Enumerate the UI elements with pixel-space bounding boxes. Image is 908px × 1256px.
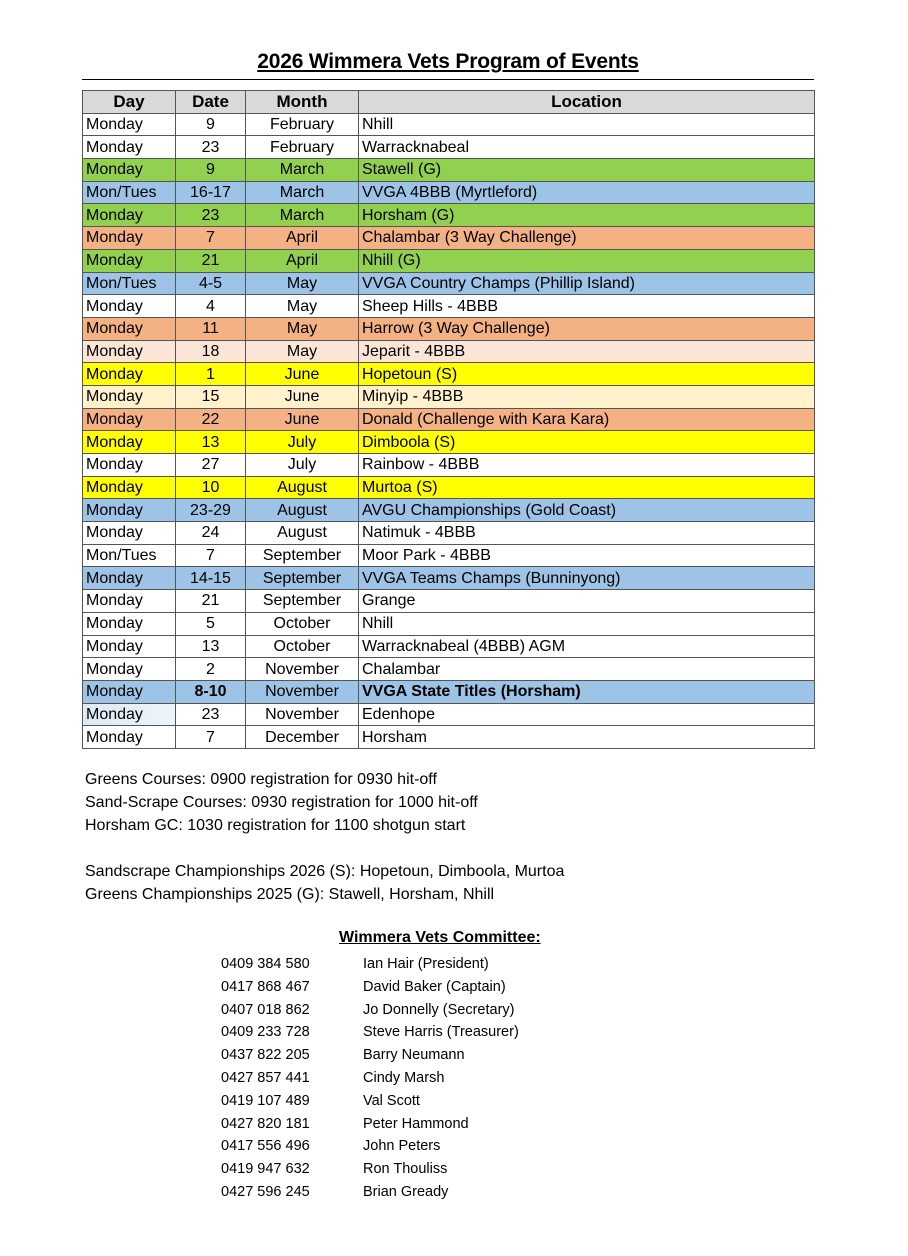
cell-day: Mon/Tues: [83, 181, 176, 204]
cell-month: August: [246, 522, 359, 545]
member-name: Barry Neumann: [363, 1047, 465, 1064]
table-row: [83, 658, 815, 681]
member-name: Peter Hammond: [363, 1115, 469, 1132]
cell-month: August: [246, 499, 359, 522]
cell-location: Jeparit - 4BBB: [359, 340, 815, 363]
cell-location: VVGA Country Champs (Phillip Island): [359, 272, 815, 295]
table-row: [83, 612, 815, 635]
table-row: [83, 295, 815, 318]
cell-day: Monday: [83, 159, 176, 182]
note-horsham-times: Horsham GC: 1030 registration for 1100 shotgun start: [85, 817, 466, 834]
cell-day: Monday: [83, 567, 176, 590]
cell-month: October: [246, 635, 359, 658]
table-row: [83, 249, 815, 272]
cell-date: 24: [176, 522, 246, 545]
cell-location: Hopetoun (S): [359, 363, 815, 386]
cell-location: Edenhope: [359, 703, 815, 726]
cell-month: March: [246, 204, 359, 227]
notes-section: [85, 768, 564, 906]
cell-date: 27: [176, 454, 246, 477]
cell-month: October: [246, 612, 359, 635]
committee-member: [221, 1135, 519, 1158]
column-header-month: Month: [246, 91, 359, 114]
column-header-date: Date: [176, 91, 246, 114]
cell-date: 23: [176, 204, 246, 227]
cell-month: May: [246, 340, 359, 363]
member-name: Steve Harris (Treasurer): [363, 1024, 519, 1041]
committee-member: [221, 1021, 519, 1044]
cell-date: 14-15: [176, 567, 246, 590]
cell-day: Monday: [83, 385, 176, 408]
cell-day: Monday: [83, 431, 176, 454]
committee-list: [221, 953, 519, 1204]
table-row: [83, 590, 815, 613]
cell-location: Chalambar: [359, 658, 815, 681]
cell-date: 23: [176, 703, 246, 726]
table-row: [83, 544, 815, 567]
committee-member: [221, 953, 519, 976]
cell-month: June: [246, 385, 359, 408]
cell-day: Monday: [83, 726, 176, 749]
column-header-day: Day: [83, 91, 176, 114]
column-header-location: Location: [359, 91, 815, 114]
cell-location: Natimuk - 4BBB: [359, 522, 815, 545]
member-phone: 0407 018 862: [221, 1001, 310, 1018]
cell-location: Nhill (G): [359, 249, 815, 272]
cell-month: February: [246, 113, 359, 136]
cell-location: Chalambar (3 Way Challenge): [359, 227, 815, 250]
cell-day: Monday: [83, 612, 176, 635]
cell-location: Rainbow - 4BBB: [359, 454, 815, 477]
cell-location: Grange: [359, 590, 815, 613]
cell-location: Donald (Challenge with Kara Kara): [359, 408, 815, 431]
member-phone: 0437 822 205: [221, 1047, 310, 1064]
member-name: Brian Gready: [363, 1183, 449, 1200]
cell-day: Monday: [83, 522, 176, 545]
cell-location: Warracknabeal: [359, 136, 815, 159]
cell-day: Monday: [83, 635, 176, 658]
cell-day: Monday: [83, 295, 176, 318]
committee-member: [221, 1067, 519, 1090]
cell-location: Moor Park - 4BBB: [359, 544, 815, 567]
cell-month: June: [246, 363, 359, 386]
committee-member: [221, 999, 519, 1022]
member-name: Cindy Marsh: [363, 1069, 445, 1086]
cell-location: Murtoa (S): [359, 476, 815, 499]
table-row: [83, 181, 815, 204]
cell-location: Horsham (G): [359, 204, 815, 227]
cell-day: Monday: [83, 363, 176, 386]
table-row: [83, 204, 815, 227]
page-title: 2026 Wimmera Vets Program of Events: [257, 50, 639, 73]
table-row: [83, 703, 815, 726]
cell-day: Monday: [83, 454, 176, 477]
member-phone: 0409 233 728: [221, 1024, 310, 1041]
cell-location: VVGA State Titles (Horsham): [359, 680, 815, 703]
committee-member: [221, 976, 519, 999]
cell-location: VVGA Teams Champs (Bunninyong): [359, 567, 815, 590]
cell-day: Monday: [83, 408, 176, 431]
table-row: [83, 363, 815, 386]
cell-day: Monday: [83, 136, 176, 159]
cell-date: 4-5: [176, 272, 246, 295]
cell-date: 2: [176, 658, 246, 681]
cell-day: Monday: [83, 317, 176, 340]
member-phone: 0409 384 580: [221, 956, 310, 972]
table-row: [83, 499, 815, 522]
cell-month: September: [246, 567, 359, 590]
table-row: [83, 408, 815, 431]
member-phone: 0417 868 467: [221, 978, 310, 995]
events-table: [82, 90, 815, 749]
cell-date: 21: [176, 249, 246, 272]
cell-date: 7: [176, 726, 246, 749]
cell-location: Dimboola (S): [359, 431, 815, 454]
title-divider: [82, 79, 814, 80]
committee-member: [221, 1113, 519, 1136]
cell-day: Monday: [83, 227, 176, 250]
table-row: [83, 340, 815, 363]
cell-date: 22: [176, 408, 246, 431]
member-name: Jo Donnelly (Secretary): [363, 1001, 515, 1018]
cell-month: December: [246, 726, 359, 749]
cell-day: Monday: [83, 499, 176, 522]
member-phone: 0419 107 489: [221, 1092, 310, 1109]
member-name: Ron Thouliss: [363, 1161, 448, 1178]
cell-location: Harrow (3 Way Challenge): [359, 317, 815, 340]
cell-day: Mon/Tues: [83, 544, 176, 567]
cell-day: Monday: [83, 204, 176, 227]
table-row: [83, 454, 815, 477]
cell-date: 9: [176, 113, 246, 136]
member-phone: 0427 596 245: [221, 1183, 310, 1200]
cell-date: 18: [176, 340, 246, 363]
table-row: [83, 567, 815, 590]
member-name: Val Scott: [363, 1092, 420, 1109]
notes-spacer: [85, 837, 564, 860]
member-phone: 0419 947 632: [221, 1161, 310, 1178]
cell-date: 13: [176, 431, 246, 454]
table-row: [83, 272, 815, 295]
cell-month: March: [246, 181, 359, 204]
cell-month: July: [246, 454, 359, 477]
table-row: [83, 635, 815, 658]
cell-month: May: [246, 295, 359, 318]
cell-month: July: [246, 431, 359, 454]
committee-title: Wimmera Vets Committee:: [339, 929, 541, 946]
cell-date: 11: [176, 317, 246, 340]
cell-month: March: [246, 159, 359, 182]
table-row: [83, 476, 815, 499]
cell-location: Nhill: [359, 612, 815, 635]
cell-date: 10: [176, 476, 246, 499]
note-greens-times: Greens Courses: 0900 registration for 0930 hit-off: [85, 771, 437, 788]
cell-location: VVGA 4BBB (Myrtleford): [359, 181, 815, 204]
events-table-body: [83, 113, 815, 748]
member-name: Ian Hair (President): [363, 956, 489, 972]
cell-month: April: [246, 249, 359, 272]
member-name: John Peters: [363, 1138, 441, 1155]
cell-month: November: [246, 680, 359, 703]
cell-day: Monday: [83, 113, 176, 136]
table-header-row: [83, 91, 815, 114]
table-row: [83, 522, 815, 545]
cell-date: 1: [176, 363, 246, 386]
cell-date: 4: [176, 295, 246, 318]
committee-member: [221, 1090, 519, 1113]
note-sandscrape-championships: Sandscrape Championships 2026 (S): Hopetoun, Dimboola, Murtoa: [85, 863, 565, 880]
cell-date: 13: [176, 635, 246, 658]
table-row: [83, 113, 815, 136]
cell-date: 5: [176, 612, 246, 635]
cell-month: November: [246, 658, 359, 681]
cell-location: AVGU Championships (Gold Coast): [359, 499, 815, 522]
cell-month: May: [246, 317, 359, 340]
cell-date: 23-29: [176, 499, 246, 522]
committee-member: [221, 1158, 519, 1181]
member-name: David Baker (Captain): [363, 978, 506, 995]
cell-date: 15: [176, 385, 246, 408]
cell-day: Monday: [83, 680, 176, 703]
cell-location: Nhill: [359, 113, 815, 136]
table-row: [83, 385, 815, 408]
cell-date: 16-17: [176, 181, 246, 204]
cell-month: February: [246, 136, 359, 159]
member-phone: 0427 820 181: [221, 1115, 310, 1132]
committee-member: [221, 1181, 519, 1204]
table-row: [83, 159, 815, 182]
cell-location: Horsham: [359, 726, 815, 749]
cell-date: 7: [176, 227, 246, 250]
cell-date: 21: [176, 590, 246, 613]
cell-month: April: [246, 227, 359, 250]
table-row: [83, 136, 815, 159]
committee-member: [221, 1044, 519, 1067]
table-row: [83, 431, 815, 454]
cell-day: Monday: [83, 340, 176, 363]
cell-month: November: [246, 703, 359, 726]
cell-day: Monday: [83, 476, 176, 499]
cell-day: Mon/Tues: [83, 272, 176, 295]
cell-month: June: [246, 408, 359, 431]
table-row: [83, 680, 815, 703]
cell-month: September: [246, 544, 359, 567]
cell-location: Minyip - 4BBB: [359, 385, 815, 408]
table-row: [83, 317, 815, 340]
table-row: [83, 227, 815, 250]
cell-day: Monday: [83, 658, 176, 681]
cell-location: Stawell (G): [359, 159, 815, 182]
cell-location: Sheep Hills - 4BBB: [359, 295, 815, 318]
cell-month: September: [246, 590, 359, 613]
cell-day: Monday: [83, 703, 176, 726]
cell-day: Monday: [83, 590, 176, 613]
table-row: [83, 726, 815, 749]
note-sandscrape-times: Sand-Scrape Courses: 0930 registration for 1000 hit-off: [85, 794, 478, 811]
cell-day: Monday: [83, 249, 176, 272]
cell-date: 9: [176, 159, 246, 182]
cell-month: August: [246, 476, 359, 499]
cell-date: 7: [176, 544, 246, 567]
member-phone: 0427 857 441: [221, 1069, 310, 1086]
cell-date: 8-10: [176, 680, 246, 703]
cell-month: May: [246, 272, 359, 295]
member-phone: 0417 556 496: [221, 1138, 310, 1155]
cell-location: Warracknabeal (4BBB) AGM: [359, 635, 815, 658]
note-greens-championships: Greens Championships 2025 (G): Stawell, Horsham, Nhill: [85, 886, 495, 903]
cell-date: 23: [176, 136, 246, 159]
